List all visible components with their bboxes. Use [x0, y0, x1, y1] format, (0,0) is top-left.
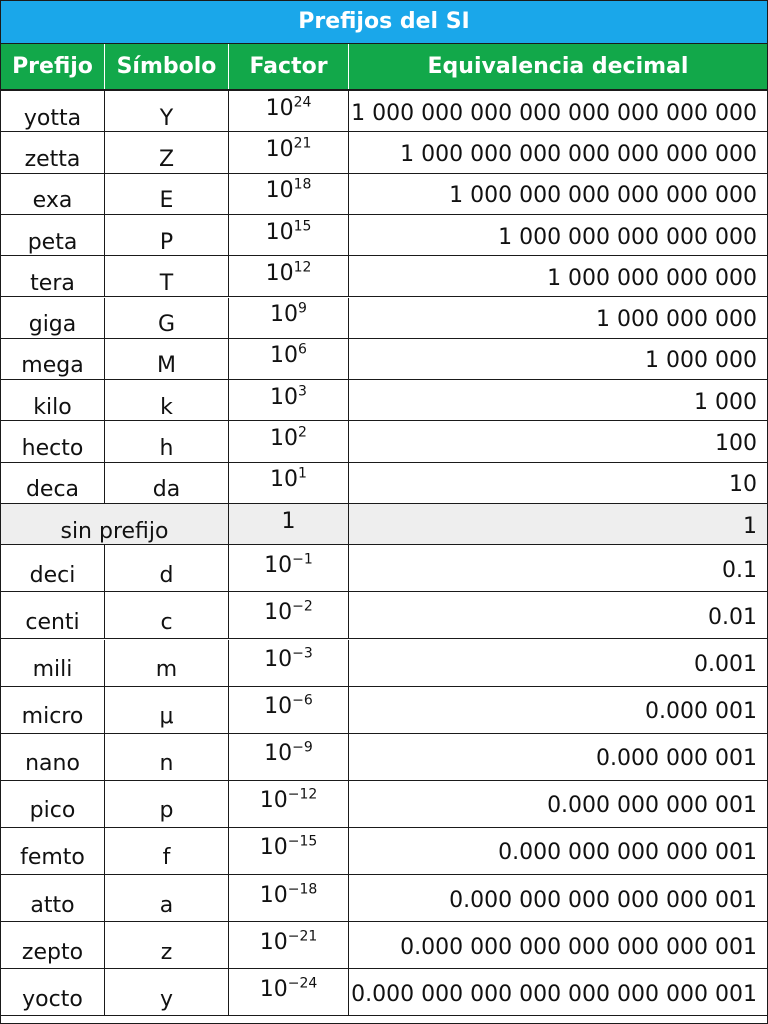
table-row [1, 463, 767, 504]
factor-base: 10 [270, 384, 299, 410]
factor-exponent: −18 [287, 881, 318, 898]
decimal-cell: 0.000 000 000 000 001 [498, 840, 757, 866]
table-row [1, 922, 767, 969]
factor-cell [229, 132, 349, 172]
factor-cell [229, 91, 349, 131]
factor-cell [229, 421, 349, 461]
factor-cell [229, 504, 349, 544]
factor-exponent: 24 [293, 94, 312, 111]
prefix-cell: zetta [1, 132, 105, 172]
symbol-cell: m [105, 640, 229, 686]
symbol-cell: f [105, 828, 229, 874]
factor-cell [229, 339, 349, 379]
factor-base: 10 [270, 343, 299, 369]
decimal-cell: 1 [743, 513, 757, 539]
symbol-cell: M [105, 339, 229, 379]
header-decimal: Equivalencia decimal [427, 54, 689, 79]
prefix-cell: micro [1, 687, 105, 733]
factor-base: 10 [270, 467, 299, 493]
table-row [1, 339, 767, 380]
factor-base: 10 [265, 136, 294, 162]
table-row [1, 215, 767, 256]
header-factor: Factor [229, 44, 349, 89]
table-row [1, 875, 767, 922]
prefix-cell: peta [1, 215, 105, 255]
factor-base: 10 [259, 835, 288, 861]
symbol-cell: c [105, 592, 229, 638]
factor-exponent: 6 [298, 342, 307, 359]
prefix-cell: sin prefijo [1, 504, 229, 544]
decimal-cell: 1 000 000 000 000 000 000 000 000 [351, 100, 757, 126]
prefix-cell: kilo [1, 380, 105, 420]
table-row [1, 640, 767, 687]
factor-base: 10 [264, 552, 293, 578]
symbol-cell: da [105, 463, 229, 503]
symbol-cell: y [105, 969, 229, 1015]
prefix-cell: yotta [1, 91, 105, 131]
symbol-cell: n [105, 734, 229, 780]
table-row [1, 687, 767, 734]
decimal-cell: 1 000 000 000 000 000 [498, 224, 757, 250]
factor-base: 10 [259, 788, 288, 814]
prefix-cell: mega [1, 339, 105, 379]
prefix-cell: hecto [1, 421, 105, 461]
header-prefix: Prefijo [1, 44, 105, 89]
symbol-cell: p [105, 781, 229, 827]
table-header-row [1, 44, 767, 91]
table-title: Prefijos del SI [1, 1, 767, 44]
prefix-cell: yocto [1, 969, 105, 1015]
factor-exponent: −12 [287, 787, 318, 804]
prefix-cell: mili [1, 640, 105, 686]
factor-base: 10 [259, 882, 288, 908]
prefix-cell: tera [1, 256, 105, 296]
factor-exponent: −2 [292, 598, 313, 615]
prefix-cell: exa [1, 174, 105, 214]
decimal-cell: 0.000 000 001 [596, 746, 757, 772]
factor-exponent: 18 [293, 176, 312, 193]
factor-cell [229, 875, 349, 921]
factor-cell [229, 298, 349, 338]
factor-base: 10 [259, 976, 288, 1002]
factor-cell [229, 545, 349, 591]
factor-exponent: −24 [287, 975, 318, 992]
table-row [1, 969, 767, 1016]
prefix-cell: centi [1, 592, 105, 638]
table-row [1, 91, 767, 132]
decimal-cell: 0.000 000 000 000 000 000 000 001 [351, 981, 757, 1007]
factor-exponent: 3 [298, 383, 307, 400]
symbol-cell: d [105, 545, 229, 591]
symbol-cell: μ [105, 687, 229, 733]
table-row [1, 828, 767, 875]
factor-cell [229, 734, 349, 780]
prefix-cell: deci [1, 545, 105, 591]
factor-exponent: 21 [293, 135, 312, 152]
decimal-cell: 0.1 [722, 557, 757, 583]
decimal-cell: 0.000 001 [645, 699, 757, 725]
table-row [1, 298, 767, 339]
factor-cell [229, 380, 349, 420]
decimal-cell: 1 000 000 000 [596, 307, 757, 333]
symbol-cell: z [105, 922, 229, 968]
table-row [1, 256, 767, 297]
prefix-cell: pico [1, 781, 105, 827]
factor-base: 1 [281, 508, 296, 534]
factor-base: 10 [264, 647, 293, 673]
factor-exponent: 9 [298, 300, 307, 317]
factor-exponent: −3 [292, 645, 313, 662]
factor-base: 10 [265, 260, 294, 286]
decimal-cell: 100 [715, 431, 757, 457]
prefix-cell: atto [1, 875, 105, 921]
header-symbol: Símbolo [105, 44, 229, 89]
symbol-cell: a [105, 875, 229, 921]
table-row [1, 592, 767, 639]
factor-cell [229, 592, 349, 638]
factor-base: 10 [264, 599, 293, 625]
decimal-cell: 1 000 000 000 000 000 000 000 [400, 141, 757, 167]
table-row [1, 380, 767, 421]
factor-cell [229, 969, 349, 1015]
factor-base: 10 [270, 426, 299, 452]
factor-base: 10 [265, 95, 294, 121]
symbol-cell: Z [105, 132, 229, 172]
factor-cell [229, 174, 349, 214]
prefix-cell: giga [1, 298, 105, 338]
decimal-cell: 1 000 [694, 389, 757, 415]
factor-base: 10 [270, 302, 299, 328]
decimal-cell: 10 [729, 472, 757, 498]
factor-base: 10 [265, 178, 294, 204]
factor-cell [229, 256, 349, 296]
decimal-cell: 1 000 000 000 000 000 000 [449, 183, 757, 209]
factor-exponent: −21 [287, 928, 318, 945]
factor-cell [229, 781, 349, 827]
factor-base: 10 [265, 219, 294, 245]
factor-exponent: −9 [292, 739, 313, 756]
prefix-cell: deca [1, 463, 105, 503]
table-row [1, 504, 767, 545]
table-row [1, 132, 767, 173]
symbol-cell: Y [105, 91, 229, 131]
table-row [1, 174, 767, 215]
factor-exponent: 15 [293, 218, 312, 235]
table-row [1, 734, 767, 781]
factor-cell [229, 215, 349, 255]
factor-cell [229, 828, 349, 874]
factor-exponent: 12 [293, 259, 312, 276]
factor-cell [229, 640, 349, 686]
symbol-cell: h [105, 421, 229, 461]
table-row [1, 421, 767, 462]
decimal-cell: 0.001 [694, 652, 757, 678]
factor-cell [229, 922, 349, 968]
factor-exponent: −6 [292, 692, 313, 709]
decimal-cell: 0.000 000 000 000 000 001 [449, 887, 757, 913]
decimal-cell: 0.01 [708, 604, 757, 630]
decimal-cell: 0.000 000 000 001 [547, 793, 757, 819]
prefix-cell: zepto [1, 922, 105, 968]
factor-cell [229, 463, 349, 503]
factor-exponent: 1 [298, 466, 307, 482]
symbol-cell: T [105, 256, 229, 296]
symbol-cell: k [105, 380, 229, 420]
factor-exponent: 2 [298, 424, 307, 441]
symbol-cell: G [105, 298, 229, 338]
symbol-cell: E [105, 174, 229, 214]
factor-exponent: −15 [287, 834, 318, 851]
table-row [1, 545, 767, 592]
decimal-cell: 1 000 000 [645, 348, 757, 374]
decimal-cell: 0.000 000 000 000 000 000 001 [400, 934, 757, 960]
prefix-cell: femto [1, 828, 105, 874]
factor-base: 10 [259, 929, 288, 955]
factor-base: 10 [264, 741, 293, 767]
symbol-cell: P [105, 215, 229, 255]
factor-cell [229, 687, 349, 733]
factor-base: 10 [264, 694, 293, 720]
table-row [1, 781, 767, 828]
factor-exponent: −1 [292, 551, 313, 568]
decimal-cell: 1 000 000 000 000 [547, 265, 757, 291]
prefix-cell: nano [1, 734, 105, 780]
